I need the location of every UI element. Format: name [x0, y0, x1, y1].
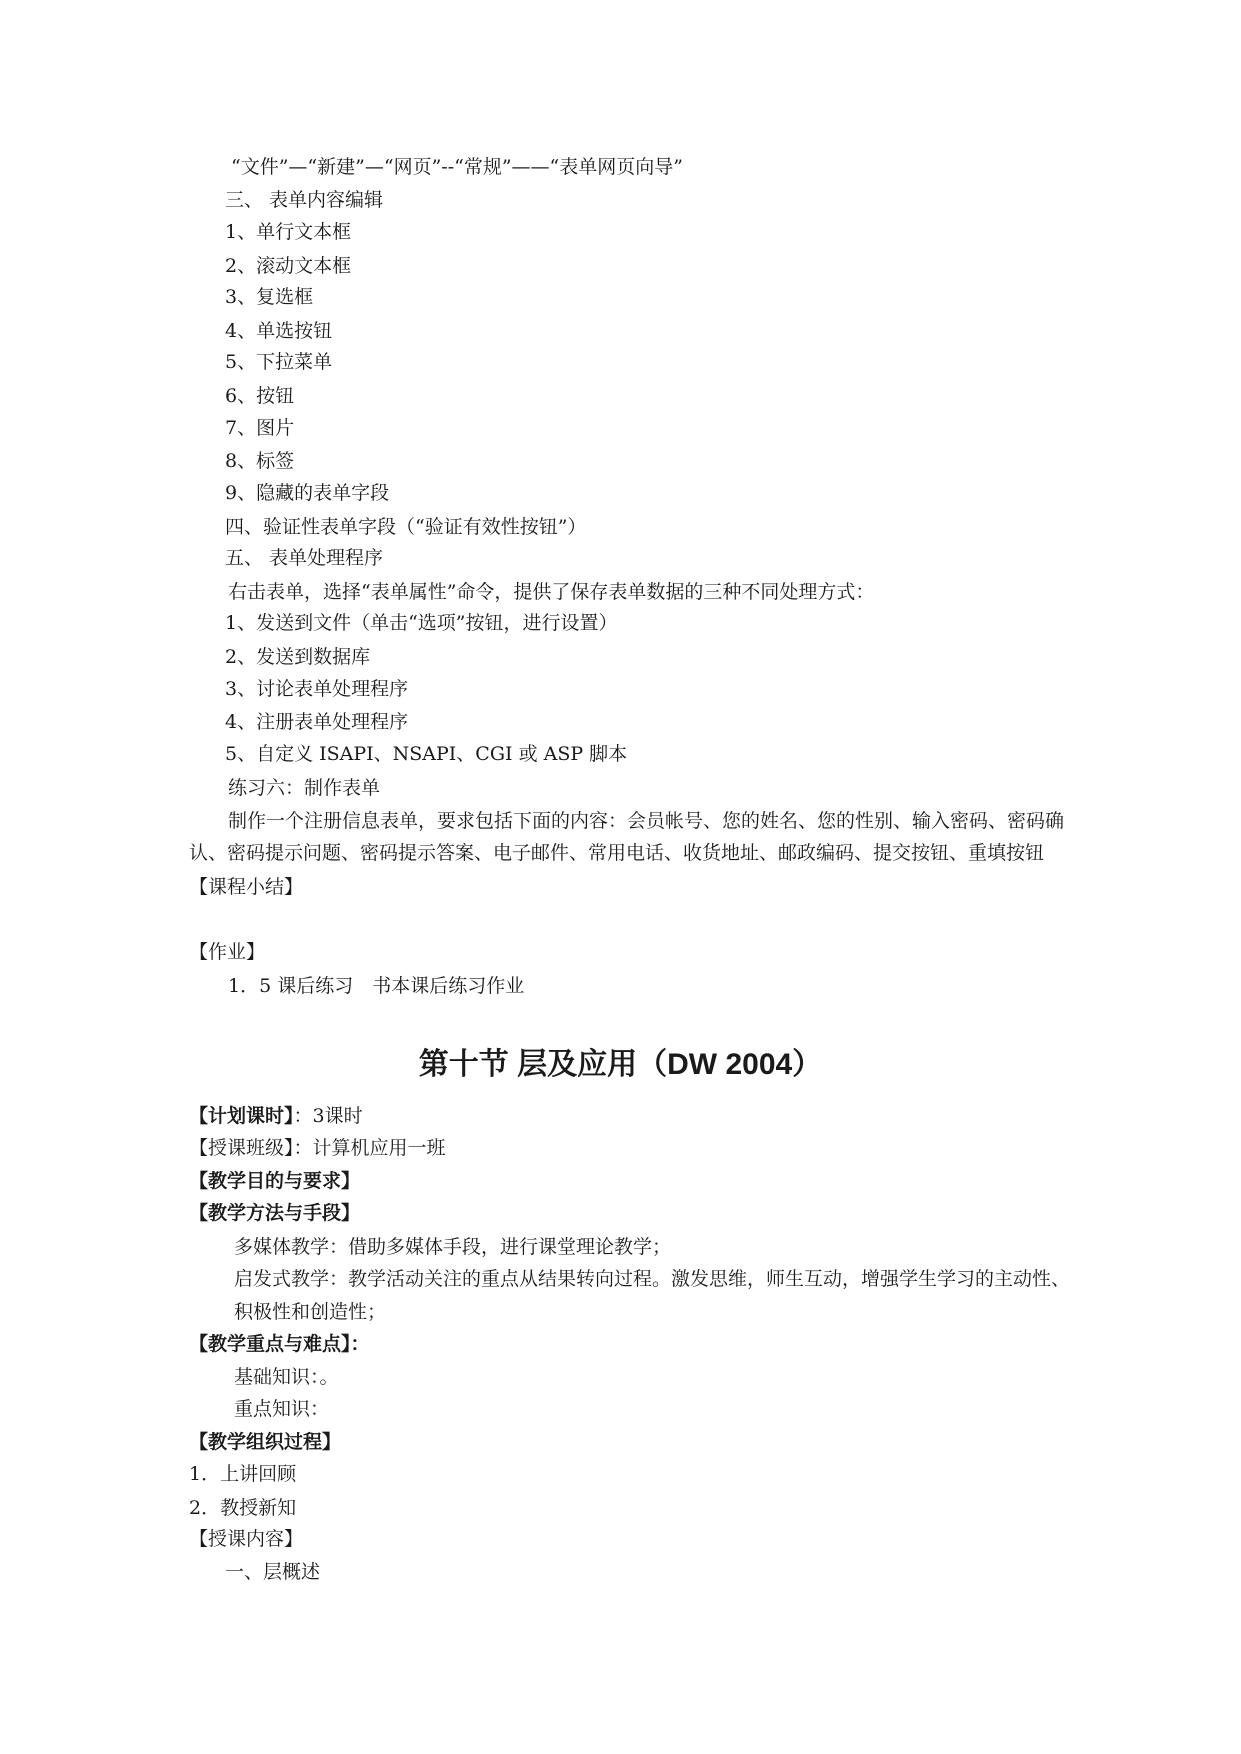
exercise-text-line: 认、密码提示问题、密码提示答案、电子邮件、常用电话、收货地址、邮政编码、提交按钮、重填按钮 — [189, 842, 1045, 864]
methods-label: 【教学方法与手段】 — [189, 1202, 361, 1224]
list-item: 5、自定义 ISAPI、NSAPI、CGI 或 ASP 脚本 — [225, 743, 628, 765]
list-item: 3、复选框 — [225, 286, 314, 308]
section-5-intro: 右击表单，选择“表单属性”命令，提供了保存表单数据的三种不同处理方式： — [228, 581, 875, 603]
planned-hours-label: 【计划课时】 — [189, 1105, 294, 1127]
list-item: 4、注册表单处理程序 — [225, 711, 409, 733]
exercise-title: 练习六：制作表单 — [228, 777, 381, 799]
methods-heuristic-line: 积极性和创造性； — [234, 1301, 387, 1323]
list-item: 6、按钮 — [225, 385, 295, 407]
exercise-text-line: 制作一个注册信息表单，要求包括下面的内容：会员帐号、您的姓名、您的性别、输入密码、密码确 — [228, 810, 1065, 832]
content-first-item: 一、层概述 — [225, 1561, 321, 1583]
homework-item: 1．5 课后练习 书本课后练习作业 — [228, 975, 525, 997]
key-points-basic: 基础知识：。 — [234, 1366, 339, 1388]
list-item: 1、单行文本框 — [225, 221, 352, 243]
list-item: 2、滚动文本框 — [225, 255, 352, 277]
homework-label: 【作业】 — [189, 941, 266, 963]
list-item: 4、单选按钮 — [225, 320, 333, 342]
planned-hours-value: ：3课时 — [293, 1105, 363, 1127]
methods-heuristic-line: 启发式教学：教学活动关注的重点从结果转向过程。激发思维，师生互动，增强学生学习的主动性、 — [234, 1268, 1071, 1290]
list-item: 2．教授新知 — [189, 1497, 297, 1519]
lesson-title: 第十节 层及应用（DW 2004） — [418, 1048, 823, 1081]
list-item: 8、标签 — [225, 450, 295, 472]
process-label: 【教学组织过程】 — [189, 1431, 342, 1453]
class-line — [189, 1132, 446, 1164]
goals-label: 【教学目的与要求】 — [189, 1170, 361, 1192]
content-label: 【授课内容】 — [189, 1528, 304, 1550]
section-3-heading: 三、 表单内容编辑 — [225, 189, 384, 211]
list-item: 9、隐藏的表单字段 — [225, 482, 390, 504]
planned-hours-line — [189, 1100, 363, 1132]
menu-path-line: “文件”—“新建”—“网页”--“常规”——“表单网页向导” — [231, 156, 683, 178]
section-4-heading: 四、验证性表单字段（“验证有效性按钮”） — [225, 516, 587, 538]
list-item: 7、图片 — [225, 417, 295, 439]
class-label: 【授课班级】 — [189, 1137, 294, 1159]
class-value: ：计算机应用一班 — [293, 1137, 446, 1159]
list-item: 1．上讲回顾 — [189, 1463, 297, 1485]
methods-multimedia: 多媒体教学：借助多媒体手段，进行课堂理论教学； — [234, 1236, 672, 1258]
list-item: 2、发送到数据库 — [225, 646, 371, 668]
key-points-key: 重点知识： — [234, 1398, 330, 1420]
list-item: 1、发送到文件（单击“选项”按钮，进行设置） — [225, 612, 618, 634]
summary-label: 【课程小结】 — [189, 876, 304, 898]
list-item: 5、下拉菜单 — [225, 351, 333, 373]
section-5-heading: 五、 表单处理程序 — [225, 547, 384, 569]
key-points-label: 【教学重点与难点】： — [189, 1333, 370, 1355]
list-item: 3、讨论表单处理程序 — [225, 678, 409, 700]
